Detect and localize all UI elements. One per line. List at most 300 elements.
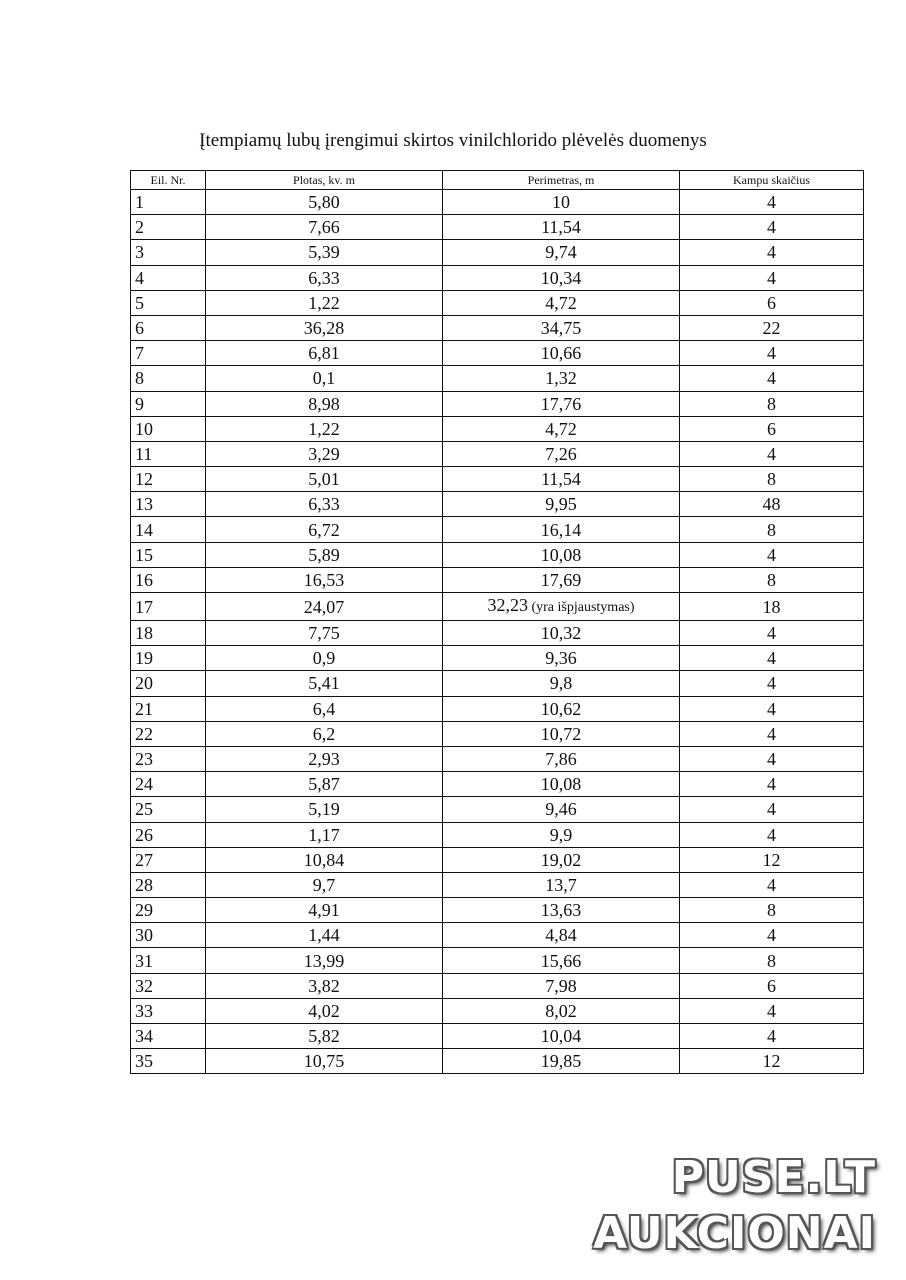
cell-eil-nr-value: 23 — [135, 749, 153, 770]
cell-eil-nr — [131, 998, 206, 1023]
cell-eil-nr — [131, 898, 206, 923]
cell-eil-nr — [131, 822, 206, 847]
cell-eil-nr — [131, 240, 206, 265]
cell-perimetras-value: 17,76 — [540, 393, 582, 414]
cell-perimetras — [443, 492, 680, 517]
cell-perimetras-value: 9,9 — [549, 824, 573, 845]
cell-kampu-skaicius-value: 8 — [767, 393, 776, 414]
cell-eil-nr-value: 2 — [135, 217, 144, 238]
cell-eil-nr-value: 5 — [135, 292, 144, 313]
cell-perimetras — [443, 822, 680, 847]
cell-plotas — [206, 898, 443, 923]
cell-eil-nr-value: 20 — [135, 673, 153, 694]
cell-kampu-skaicius-value: 4 — [767, 723, 776, 744]
cell-perimetras — [443, 1024, 680, 1049]
cell-eil-nr — [131, 721, 206, 746]
cell-kampu-skaicius — [680, 215, 864, 240]
cell-eil-nr-value: 35 — [135, 1051, 153, 1072]
cell-eil-nr — [131, 542, 206, 567]
cell-eil-nr-value: 19 — [135, 648, 153, 669]
cell-plotas-value: 10,84 — [303, 849, 345, 870]
cell-kampu-skaicius-value: 4 — [767, 824, 776, 845]
cell-perimetras — [443, 265, 680, 290]
cell-kampu-skaicius — [680, 290, 864, 315]
cell-kampu-skaicius-value: 6 — [767, 292, 776, 313]
cell-perimetras — [443, 671, 680, 696]
cell-perimetras — [443, 973, 680, 998]
table-row — [131, 797, 864, 822]
cell-plotas-value: 5,19 — [308, 799, 340, 820]
cell-perimetras-value: 7,86 — [545, 749, 577, 770]
cell-kampu-skaicius-value: 4 — [767, 648, 776, 669]
cell-kampu-skaicius-value: 8 — [767, 519, 776, 540]
cell-eil-nr — [131, 948, 206, 973]
cell-plotas — [206, 593, 443, 621]
cell-perimetras — [443, 593, 680, 621]
cell-eil-nr — [131, 593, 206, 621]
cell-kampu-skaicius — [680, 898, 864, 923]
cell-eil-nr-value: 30 — [135, 925, 153, 946]
cell-perimetras — [443, 391, 680, 416]
cell-kampu-skaicius-value: 18 — [762, 596, 781, 617]
cell-kampu-skaicius — [680, 646, 864, 671]
cell-kampu-skaicius — [680, 872, 864, 897]
cell-eil-nr — [131, 517, 206, 542]
cell-kampu-skaicius — [680, 467, 864, 492]
cell-perimetras — [443, 872, 680, 897]
cell-kampu-skaicius-value: 4 — [767, 874, 776, 895]
table-row — [131, 847, 864, 872]
cell-kampu-skaicius — [680, 341, 864, 366]
cell-kampu-skaicius-value: 4 — [767, 267, 776, 288]
cell-kampu-skaicius — [680, 593, 864, 621]
cell-kampu-skaicius-value: 22 — [762, 318, 781, 339]
cell-eil-nr — [131, 315, 206, 340]
cell-plotas — [206, 416, 443, 441]
cell-perimetras-note: (yra išpjaustymas) — [527, 600, 635, 615]
cell-eil-nr-value: 17 — [135, 596, 153, 617]
cell-kampu-skaicius-value: 8 — [767, 569, 776, 590]
cell-eil-nr — [131, 671, 206, 696]
cell-kampu-skaicius-value: 6 — [767, 975, 776, 996]
cell-kampu-skaicius-value: 4 — [767, 343, 776, 364]
cell-perimetras-value: 17,69 — [540, 569, 582, 590]
cell-plotas-value: 5,82 — [308, 1026, 340, 1047]
cell-plotas-value: 4,91 — [308, 900, 340, 921]
cell-perimetras-value: 10,32 — [540, 623, 582, 644]
cell-perimetras-value: 10,04 — [540, 1026, 582, 1047]
cell-kampu-skaicius — [680, 696, 864, 721]
cell-plotas-value: 5,01 — [308, 469, 340, 490]
cell-perimetras-value: 7,26 — [545, 443, 577, 464]
cell-kampu-skaicius — [680, 542, 864, 567]
cell-plotas — [206, 190, 443, 215]
cell-eil-nr-value: 24 — [135, 774, 153, 795]
cell-perimetras-value: 16,14 — [540, 519, 582, 540]
cell-kampu-skaicius-value: 4 — [767, 925, 776, 946]
cell-plotas-value: 7,75 — [308, 623, 340, 644]
cell-plotas — [206, 240, 443, 265]
cell-perimetras-value: 19,85 — [540, 1051, 582, 1072]
cell-eil-nr — [131, 366, 206, 391]
cell-kampu-skaicius-value: 8 — [767, 469, 776, 490]
cell-perimetras-value: 4,84 — [545, 925, 577, 946]
cell-eil-nr-value: 12 — [135, 469, 153, 490]
cell-plotas — [206, 998, 443, 1023]
cell-plotas-value: 0,9 — [312, 648, 336, 669]
cell-perimetras-value: 13,63 — [540, 900, 582, 921]
cell-kampu-skaicius — [680, 772, 864, 797]
cell-kampu-skaicius-value: 12 — [762, 1051, 781, 1072]
table-row — [131, 441, 864, 466]
cell-eil-nr-value: 16 — [135, 569, 153, 590]
watermark-logo-line2: AUKCIONAI — [593, 1208, 876, 1259]
cell-kampu-skaicius-value: 4 — [767, 368, 776, 389]
table-row — [131, 517, 864, 542]
cell-kampu-skaicius-value: 8 — [767, 900, 776, 921]
cell-eil-nr-value: 3 — [135, 242, 144, 263]
table-row — [131, 341, 864, 366]
cell-perimetras-value: 11,54 — [541, 469, 581, 490]
cell-kampu-skaicius-value: 4 — [767, 1000, 776, 1021]
data-table — [130, 170, 864, 1074]
cell-eil-nr-value: 8 — [135, 368, 144, 389]
cell-eil-nr — [131, 1024, 206, 1049]
cell-plotas-value: 24,07 — [303, 596, 345, 617]
header-plotas: Plotas, kv. m — [206, 171, 443, 190]
table-row — [131, 973, 864, 998]
cell-plotas-value: 5,41 — [308, 673, 340, 694]
cell-perimetras-value: 10 — [552, 192, 570, 213]
cell-kampu-skaicius — [680, 948, 864, 973]
cell-eil-nr — [131, 215, 206, 240]
cell-kampu-skaicius-value: 8 — [767, 950, 776, 971]
header-perimetras: Perimetras, m — [443, 171, 680, 190]
cell-kampu-skaicius-value: 4 — [767, 698, 776, 719]
cell-perimetras — [443, 240, 680, 265]
table-row — [131, 696, 864, 721]
cell-kampu-skaicius — [680, 671, 864, 696]
cell-plotas — [206, 517, 443, 542]
cell-perimetras-value: 9,95 — [545, 494, 577, 515]
cell-perimetras-value: 1,32 — [545, 368, 577, 389]
cell-eil-nr-value: 4 — [135, 267, 144, 288]
table-row — [131, 898, 864, 923]
cell-eil-nr — [131, 772, 206, 797]
cell-plotas — [206, 696, 443, 721]
cell-plotas — [206, 341, 443, 366]
cell-eil-nr-value: 10 — [135, 418, 153, 439]
cell-kampu-skaicius — [680, 190, 864, 215]
cell-eil-nr-value: 22 — [135, 723, 153, 744]
cell-perimetras — [443, 948, 680, 973]
cell-plotas — [206, 467, 443, 492]
cell-plotas-value: 1,44 — [308, 925, 340, 946]
table-row — [131, 416, 864, 441]
cell-eil-nr — [131, 492, 206, 517]
cell-kampu-skaicius — [680, 517, 864, 542]
cell-perimetras — [443, 441, 680, 466]
cell-plotas — [206, 847, 443, 872]
cell-perimetras-value: 9,46 — [545, 799, 577, 820]
cell-eil-nr-value: 14 — [135, 519, 153, 540]
cell-plotas — [206, 671, 443, 696]
cell-kampu-skaicius — [680, 315, 864, 340]
cell-plotas — [206, 441, 443, 466]
cell-kampu-skaicius-value: 4 — [767, 774, 776, 795]
table-row — [131, 290, 864, 315]
cell-plotas — [206, 1024, 443, 1049]
cell-plotas-value: 5,89 — [308, 544, 340, 565]
cell-plotas-value: 5,87 — [308, 774, 340, 795]
cell-perimetras-value: 15,66 — [540, 950, 582, 971]
cell-kampu-skaicius — [680, 265, 864, 290]
cell-plotas-value: 1,22 — [308, 418, 340, 439]
cell-kampu-skaicius-value: 4 — [767, 623, 776, 644]
cell-plotas — [206, 290, 443, 315]
cell-kampu-skaicius — [680, 492, 864, 517]
cell-kampu-skaicius-value: 4 — [767, 242, 776, 263]
cell-plotas — [206, 923, 443, 948]
cell-plotas-value: 1,22 — [308, 292, 340, 313]
table-header-row — [131, 171, 864, 190]
cell-plotas-value: 0,1 — [312, 368, 336, 389]
header-eil-nr: Eil. Nr. — [131, 171, 206, 190]
cell-eil-nr — [131, 621, 206, 646]
cell-perimetras-value: 8,02 — [545, 1000, 577, 1021]
table-row — [131, 621, 864, 646]
cell-plotas-value: 36,28 — [303, 318, 345, 339]
cell-eil-nr — [131, 441, 206, 466]
cell-kampu-skaicius-value: 6 — [767, 418, 776, 439]
cell-eil-nr-value: 21 — [135, 698, 153, 719]
table-row — [131, 923, 864, 948]
cell-perimetras — [443, 190, 680, 215]
cell-perimetras — [443, 797, 680, 822]
table-row — [131, 492, 864, 517]
cell-plotas-value: 5,39 — [308, 242, 340, 263]
table-row — [131, 240, 864, 265]
cell-perimetras-value: 9,8 — [549, 673, 573, 694]
cell-perimetras-value: 10,72 — [540, 723, 582, 744]
cell-perimetras — [443, 646, 680, 671]
cell-kampu-skaicius — [680, 240, 864, 265]
cell-plotas-value: 1,17 — [308, 824, 340, 845]
cell-kampu-skaicius — [680, 366, 864, 391]
cell-eil-nr — [131, 872, 206, 897]
cell-eil-nr-value: 29 — [135, 900, 153, 921]
cell-perimetras — [443, 847, 680, 872]
cell-kampu-skaicius — [680, 567, 864, 592]
cell-eil-nr-value: 1 — [135, 192, 144, 213]
table-row — [131, 542, 864, 567]
cell-plotas — [206, 567, 443, 592]
cell-perimetras — [443, 215, 680, 240]
cell-perimetras-value: 10,34 — [540, 267, 582, 288]
cell-eil-nr — [131, 190, 206, 215]
cell-perimetras — [443, 567, 680, 592]
cell-plotas — [206, 797, 443, 822]
cell-perimetras-value: 4,72 — [545, 418, 577, 439]
cell-kampu-skaicius-value: 4 — [767, 544, 776, 565]
cell-perimetras — [443, 696, 680, 721]
cell-plotas-value: 13,99 — [303, 950, 345, 971]
cell-eil-nr — [131, 341, 206, 366]
cell-eil-nr — [131, 391, 206, 416]
cell-kampu-skaicius-value: 12 — [762, 849, 781, 870]
cell-kampu-skaicius — [680, 441, 864, 466]
cell-perimetras — [443, 898, 680, 923]
cell-perimetras — [443, 290, 680, 315]
table-row — [131, 366, 864, 391]
cell-eil-nr-value: 28 — [135, 874, 153, 895]
table-row — [131, 671, 864, 696]
cell-perimetras — [443, 517, 680, 542]
cell-plotas — [206, 872, 443, 897]
cell-plotas — [206, 646, 443, 671]
cell-eil-nr-value: 7 — [135, 343, 144, 364]
cell-kampu-skaicius — [680, 721, 864, 746]
cell-eil-nr — [131, 696, 206, 721]
cell-plotas-value: 3,82 — [308, 975, 340, 996]
cell-eil-nr-value: 15 — [135, 544, 153, 565]
cell-perimetras-value: 9,36 — [545, 648, 577, 669]
cell-kampu-skaicius — [680, 847, 864, 872]
cell-eil-nr — [131, 847, 206, 872]
cell-eil-nr-value: 27 — [135, 849, 153, 870]
cell-plotas — [206, 1049, 443, 1074]
cell-eil-nr-value: 31 — [135, 950, 153, 971]
cell-kampu-skaicius-value: 48 — [762, 494, 781, 515]
table-row — [131, 215, 864, 240]
cell-plotas-value: 7,66 — [308, 217, 340, 238]
cell-perimetras — [443, 998, 680, 1023]
cell-kampu-skaicius — [680, 1049, 864, 1074]
cell-eil-nr — [131, 797, 206, 822]
cell-perimetras — [443, 1049, 680, 1074]
cell-plotas-value: 3,29 — [308, 443, 340, 464]
cell-eil-nr — [131, 646, 206, 671]
cell-perimetras — [443, 542, 680, 567]
cell-kampu-skaicius — [680, 746, 864, 771]
cell-perimetras-value: 10,66 — [540, 343, 582, 364]
cell-eil-nr — [131, 265, 206, 290]
table-row — [131, 190, 864, 215]
cell-perimetras-value: 10,62 — [540, 698, 582, 719]
cell-kampu-skaicius-value: 4 — [767, 673, 776, 694]
cell-plotas — [206, 492, 443, 517]
cell-plotas — [206, 621, 443, 646]
header-kampu-skaicius: Kampu skaičius — [680, 171, 864, 190]
watermark-logo-line1: PUSE.LT — [671, 1152, 876, 1203]
cell-perimetras-value: 11,54 — [541, 217, 581, 238]
cell-perimetras-value: 32,23 — [487, 595, 528, 615]
table-row — [131, 872, 864, 897]
table-row — [131, 467, 864, 492]
table-row — [131, 593, 864, 621]
cell-kampu-skaicius — [680, 973, 864, 998]
cell-plotas-value: 6,81 — [308, 343, 340, 364]
cell-plotas-value: 6,33 — [308, 494, 340, 515]
cell-plotas-value: 6,2 — [312, 723, 336, 744]
cell-perimetras-value: 13,7 — [545, 874, 577, 895]
cell-plotas-value: 6,72 — [308, 519, 340, 540]
cell-perimetras-value: 7,98 — [545, 975, 577, 996]
cell-eil-nr-value: 34 — [135, 1026, 153, 1047]
cell-eil-nr — [131, 567, 206, 592]
cell-plotas — [206, 542, 443, 567]
cell-plotas-value: 5,80 — [308, 192, 340, 213]
cell-eil-nr-value: 13 — [135, 494, 153, 515]
cell-plotas — [206, 721, 443, 746]
cell-perimetras — [443, 621, 680, 646]
cell-plotas — [206, 973, 443, 998]
cell-eil-nr-value: 25 — [135, 799, 153, 820]
cell-plotas-value: 9,7 — [312, 874, 336, 895]
cell-perimetras — [443, 746, 680, 771]
cell-perimetras-value: 10,08 — [540, 774, 582, 795]
table-row — [131, 998, 864, 1023]
table-row — [131, 772, 864, 797]
cell-perimetras — [443, 366, 680, 391]
cell-plotas — [206, 822, 443, 847]
cell-plotas — [206, 772, 443, 797]
table-row — [131, 315, 864, 340]
cell-perimetras — [443, 416, 680, 441]
cell-perimetras-value: 9,74 — [545, 242, 577, 263]
table-row — [131, 646, 864, 671]
cell-kampu-skaicius-value: 4 — [767, 1026, 776, 1047]
table-row — [131, 567, 864, 592]
cell-plotas — [206, 366, 443, 391]
table-row — [131, 822, 864, 847]
cell-plotas-value: 6,4 — [312, 698, 336, 719]
cell-perimetras-value: 10,08 — [540, 544, 582, 565]
cell-plotas-value: 16,53 — [303, 569, 345, 590]
cell-kampu-skaicius — [680, 391, 864, 416]
cell-perimetras — [443, 772, 680, 797]
cell-plotas-value: 2,93 — [308, 749, 340, 770]
cell-eil-nr-value: 18 — [135, 623, 153, 644]
table-row — [131, 391, 864, 416]
cell-kampu-skaicius-value: 4 — [767, 217, 776, 238]
cell-kampu-skaicius-value: 4 — [767, 749, 776, 770]
table-row — [131, 265, 864, 290]
table-row — [131, 1024, 864, 1049]
cell-kampu-skaicius — [680, 998, 864, 1023]
cell-eil-nr — [131, 973, 206, 998]
cell-kampu-skaicius-value: 4 — [767, 443, 776, 464]
document-title: Įtempiamų lubų įrengimui skirtos vinilchlorido plėvelės duomenys — [199, 130, 707, 151]
cell-eil-nr-value: 6 — [135, 318, 144, 339]
table-row — [131, 948, 864, 973]
cell-eil-nr — [131, 467, 206, 492]
cell-eil-nr-value: 26 — [135, 824, 153, 845]
cell-kampu-skaicius — [680, 797, 864, 822]
cell-perimetras — [443, 315, 680, 340]
cell-eil-nr — [131, 1049, 206, 1074]
cell-perimetras — [443, 467, 680, 492]
cell-eil-nr-value: 9 — [135, 393, 144, 414]
cell-plotas-value: 6,33 — [308, 267, 340, 288]
cell-kampu-skaicius — [680, 1024, 864, 1049]
cell-perimetras — [443, 923, 680, 948]
cell-plotas — [206, 315, 443, 340]
cell-plotas-value: 10,75 — [303, 1051, 345, 1072]
cell-eil-nr — [131, 290, 206, 315]
cell-plotas — [206, 391, 443, 416]
table-row — [131, 721, 864, 746]
